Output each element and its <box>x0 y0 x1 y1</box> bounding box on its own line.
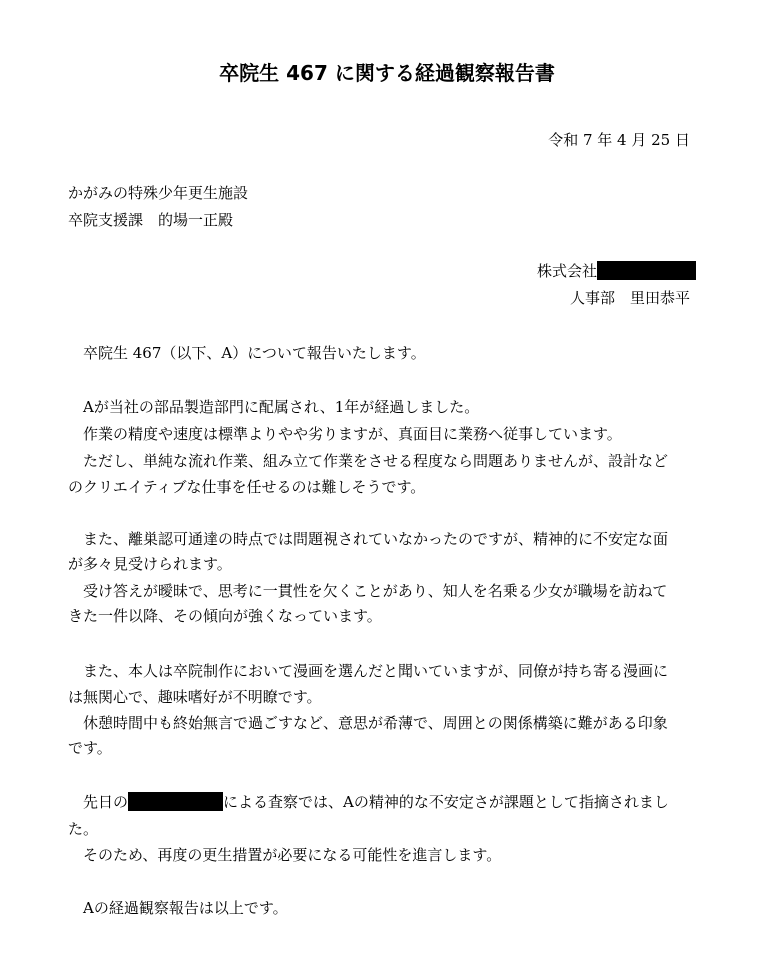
redacted-company-name <box>597 261 696 280</box>
body-paragraph-line: 休憩時間中も終始無言で過ごすなど、意思が希薄で、周囲との関係構築に難がある印象 <box>83 714 668 732</box>
body-paragraph-line: また、本人は卒院制作において漫画を選んだと聞いていますが、同僚が持ち寄る漫画に <box>83 662 669 680</box>
body-paragraph-line: た。 <box>68 820 99 838</box>
redacted-inspector-name <box>128 792 223 811</box>
inspection-text-before: 先日の <box>83 793 129 811</box>
sender-company-prefix: 株式会社 <box>537 262 598 280</box>
body-paragraph-line: のクリエイティブな仕事を任せるのは難しそうです。 <box>68 478 426 496</box>
body-paragraph-line: が多々見受けられます。 <box>68 555 232 573</box>
body-intro: 卒院生 467（以下、A）について報告いたします。 <box>83 344 426 362</box>
inspection-text-after: による査察では、Aの精神的な不安定さが課題として指摘されまし <box>223 793 669 811</box>
recipient-org: かがみの特殊少年更生施設 <box>68 184 249 202</box>
body-paragraph-line: は無関心で、趣味嗜好が不明瞭です。 <box>68 688 322 706</box>
sender-dept-person: 人事部 里田恭平 <box>569 289 690 307</box>
body-paragraph-line: Aが当社の部品製造部門に配属され、1年が経過しました。 <box>83 398 480 416</box>
body-paragraph-line <box>83 791 669 813</box>
body-paragraph-line: 受け答えが曖昧で、思考に一貫性を欠くことがあり、知人を名乗る少女が職場を訪ねて <box>83 582 668 600</box>
body-paragraph-line: ただし、単純な流れ作業、組み立て作業をさせる程度なら問題ありませんが、設計など <box>83 452 669 470</box>
body-paragraph-line: きた一件以降、その傾向が強くなっています。 <box>68 607 382 625</box>
document-title: 卒院生 467 に関する経過観察報告書 <box>219 61 555 85</box>
sender-company <box>537 260 696 282</box>
closing-line: Aの経過観察報告は以上です。 <box>83 899 288 917</box>
body-paragraph-line: そのため、再度の更生措置が必要になる可能性を進言します。 <box>83 846 502 864</box>
body-paragraph-line: です。 <box>68 739 112 757</box>
recipient-dept-person: 卒院支援課 的場一正殿 <box>68 211 234 229</box>
document-date: 令和 7 年 4 月 25 日 <box>548 131 690 149</box>
body-paragraph-line: 作業の精度や速度は標準よりやや劣りますが、真面目に業務へ従事しています。 <box>83 425 622 443</box>
body-paragraph-line: また、離巣認可通達の時点では問題視されていなかったのですが、精神的に不安定な面 <box>83 530 669 548</box>
